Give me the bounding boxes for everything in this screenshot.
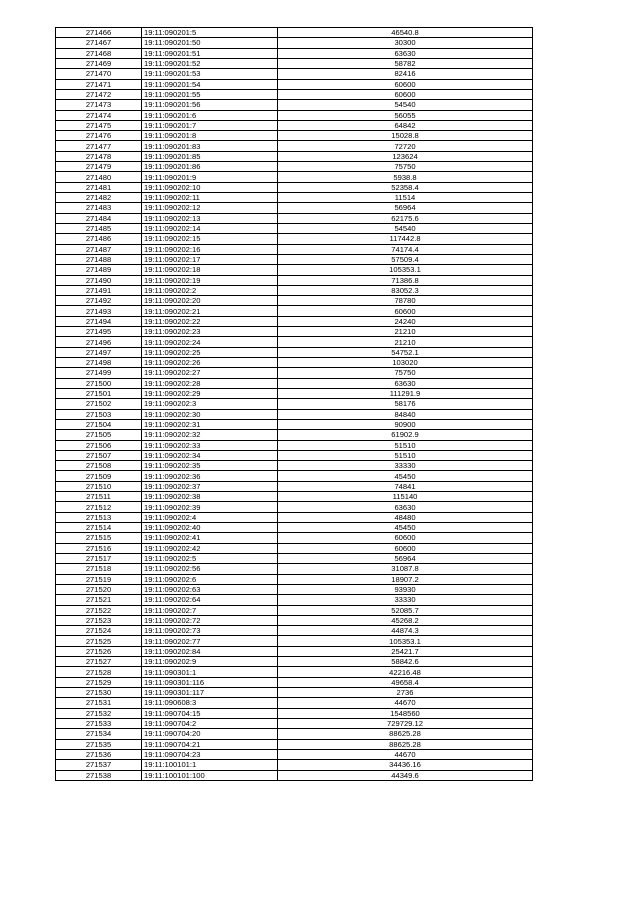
row-id-cell: 271517 [56,553,142,563]
cadastral-number-cell: 19:11:090301:116 [142,677,278,687]
table-row [56,234,533,244]
value-cell: 54752.1 [278,347,533,357]
cadastral-number-cell: 19:11:090201:50 [142,38,278,48]
table-row [56,48,533,58]
table-row [56,492,533,502]
table-row [56,378,533,388]
value-cell: 51510 [278,440,533,450]
table-row [56,512,533,522]
row-id-cell: 271481 [56,182,142,192]
value-cell: 44670 [278,698,533,708]
table-row [56,739,533,749]
cadastral-number-cell: 19:11:090202:14 [142,223,278,233]
row-id-cell: 271528 [56,667,142,677]
value-cell: 31087.8 [278,564,533,574]
value-cell: 2736 [278,688,533,698]
table-row [56,595,533,605]
cadastral-number-cell: 19:11:090202:15 [142,234,278,244]
cadastral-number-cell: 19:11:090202:16 [142,244,278,254]
table-row [56,162,533,172]
cadastral-number-cell: 19:11:090201:52 [142,58,278,68]
value-cell: 88625.28 [278,739,533,749]
value-cell: 63630 [278,502,533,512]
table-row [56,296,533,306]
row-id-cell: 271524 [56,626,142,636]
row-id-cell: 271526 [56,646,142,656]
cadastral-number-cell: 19:11:090202:23 [142,327,278,337]
cadastral-number-cell: 19:11:090202:73 [142,626,278,636]
row-id-cell: 271503 [56,409,142,419]
row-id-cell: 271519 [56,574,142,584]
table-row [56,615,533,625]
value-cell: 51510 [278,450,533,460]
value-cell: 56055 [278,110,533,120]
table-row [56,275,533,285]
value-cell: 49658.4 [278,677,533,687]
table-row [56,182,533,192]
row-id-cell: 271496 [56,337,142,347]
value-cell: 90900 [278,419,533,429]
row-id-cell: 271498 [56,358,142,368]
table-row [56,419,533,429]
table-row [56,131,533,141]
cadastral-number-cell: 19:11:090202:24 [142,337,278,347]
cadastral-number-cell: 19:11:090202:7 [142,605,278,615]
value-cell: 42216.48 [278,667,533,677]
table-row [56,141,533,151]
row-id-cell: 271533 [56,718,142,728]
table-row [56,79,533,89]
row-id-cell: 271468 [56,48,142,58]
table-row [56,543,533,553]
table-row [56,151,533,161]
table-row [56,461,533,471]
value-cell: 48480 [278,512,533,522]
value-cell: 111291.9 [278,388,533,398]
cadastral-number-cell: 19:11:090202:17 [142,254,278,264]
row-id-cell: 271534 [56,729,142,739]
cadastral-number-cell: 19:11:090202:40 [142,523,278,533]
row-id-cell: 271474 [56,110,142,120]
row-id-cell: 271502 [56,399,142,409]
value-cell: 61902.9 [278,430,533,440]
table-row [56,58,533,68]
cadastral-number-cell: 19:11:090202:63 [142,584,278,594]
table-row [56,193,533,203]
cadastral-number-cell: 19:11:090201:6 [142,110,278,120]
row-id-cell: 271521 [56,595,142,605]
value-cell: 60600 [278,89,533,99]
value-cell: 105353.1 [278,636,533,646]
value-cell: 15028.8 [278,131,533,141]
table-row [56,69,533,79]
table-body [56,28,533,781]
row-id-cell: 271479 [56,162,142,172]
row-id-cell: 271470 [56,69,142,79]
table-row [56,347,533,357]
table-row [56,213,533,223]
cadastral-number-cell: 19:11:090201:53 [142,69,278,79]
table-row [56,358,533,368]
row-id-cell: 271512 [56,502,142,512]
value-cell: 88625.28 [278,729,533,739]
table-row [56,285,533,295]
cadastral-number-cell: 19:11:090202:56 [142,564,278,574]
table-row [56,471,533,481]
cadastral-number-cell: 19:11:090202:3 [142,399,278,409]
table-row [56,110,533,120]
value-cell: 45450 [278,523,533,533]
table-row [56,440,533,450]
cadastral-number-cell: 19:11:090202:25 [142,347,278,357]
table-row [56,265,533,275]
value-cell: 18907.2 [278,574,533,584]
cadastral-number-cell: 19:11:090202:4 [142,512,278,522]
row-id-cell: 271510 [56,481,142,491]
cadastral-number-cell: 19:11:090202:84 [142,646,278,656]
row-id-cell: 271492 [56,296,142,306]
cadastral-number-cell: 19:11:090202:2 [142,285,278,295]
value-cell: 45450 [278,471,533,481]
table-row [56,657,533,667]
value-cell: 63630 [278,48,533,58]
table-row [56,708,533,718]
row-id-cell: 271530 [56,688,142,698]
cadastral-number-cell: 19:11:090202:38 [142,492,278,502]
value-cell: 58782 [278,58,533,68]
table-row [56,564,533,574]
value-cell: 93930 [278,584,533,594]
row-id-cell: 271508 [56,461,142,471]
table-row [56,89,533,99]
table-row [56,605,533,615]
cadastral-number-cell: 19:11:090201:55 [142,89,278,99]
value-cell: 46540.8 [278,28,533,38]
value-cell: 82416 [278,69,533,79]
value-cell: 60600 [278,533,533,543]
table-row [56,636,533,646]
cadastral-number-cell: 19:11:090202:39 [142,502,278,512]
row-id-cell: 271490 [56,275,142,285]
value-cell: 72720 [278,141,533,151]
table-row [56,316,533,326]
value-cell: 60600 [278,79,533,89]
value-cell: 52358.4 [278,182,533,192]
cadastral-number-cell: 19:11:090202:36 [142,471,278,481]
table-row [56,368,533,378]
cadastral-number-cell: 19:11:090202:33 [142,440,278,450]
cadastral-number-cell: 19:11:090201:56 [142,100,278,110]
table-row [56,698,533,708]
cadastral-number-cell: 19:11:090202:13 [142,213,278,223]
table-row [56,760,533,770]
value-cell: 30300 [278,38,533,48]
value-cell: 103020 [278,358,533,368]
cadastral-number-cell: 19:11:090202:21 [142,306,278,316]
cadastral-number-cell: 19:11:090201:86 [142,162,278,172]
table-row [56,223,533,233]
row-id-cell: 271480 [56,172,142,182]
value-cell: 33330 [278,595,533,605]
value-cell: 71386.8 [278,275,533,285]
row-id-cell: 271472 [56,89,142,99]
cadastral-number-cell: 19:11:090201:8 [142,131,278,141]
value-cell: 21210 [278,327,533,337]
value-cell: 25421.7 [278,646,533,656]
table-row [56,749,533,759]
cadastral-number-cell: 19:11:090202:9 [142,657,278,667]
value-cell: 117442.8 [278,234,533,244]
value-cell: 62175.6 [278,213,533,223]
value-cell: 58176 [278,399,533,409]
table-row [56,533,533,543]
cadastral-number-cell: 19:11:090202:28 [142,378,278,388]
cadastral-number-cell: 19:11:100101:1 [142,760,278,770]
table-row [56,254,533,264]
table-row [56,770,533,780]
value-cell: 64842 [278,120,533,130]
cadastral-number-cell: 19:11:090202:34 [142,450,278,460]
value-cell: 44670 [278,749,533,759]
row-id-cell: 271482 [56,193,142,203]
row-id-cell: 271505 [56,430,142,440]
cadastral-number-cell: 19:11:090202:29 [142,388,278,398]
table-row [56,327,533,337]
cadastral-number-cell: 19:11:090202:19 [142,275,278,285]
value-cell: 115140 [278,492,533,502]
value-cell: 729729.12 [278,718,533,728]
value-cell: 84840 [278,409,533,419]
row-id-cell: 271475 [56,120,142,130]
table-row [56,100,533,110]
cadastral-number-cell: 19:11:090202:32 [142,430,278,440]
row-id-cell: 271491 [56,285,142,295]
row-id-cell: 271516 [56,543,142,553]
cadastral-number-cell: 19:11:090202:6 [142,574,278,584]
table-row [56,502,533,512]
data-table [55,27,533,781]
row-id-cell: 271527 [56,657,142,667]
row-id-cell: 271501 [56,388,142,398]
value-cell: 45268.2 [278,615,533,625]
row-id-cell: 271486 [56,234,142,244]
cadastral-number-cell: 19:11:090301:1 [142,667,278,677]
value-cell: 83052.3 [278,285,533,295]
table-row [56,523,533,533]
cadastral-number-cell: 19:11:090608:3 [142,698,278,708]
value-cell: 34436.16 [278,760,533,770]
row-id-cell: 271536 [56,749,142,759]
value-cell: 58842.6 [278,657,533,667]
table-row [56,120,533,130]
row-id-cell: 271538 [56,770,142,780]
row-id-cell: 271511 [56,492,142,502]
row-id-cell: 271499 [56,368,142,378]
table-row [56,409,533,419]
row-id-cell: 271523 [56,615,142,625]
cadastral-number-cell: 19:11:090202:64 [142,595,278,605]
table-row [56,28,533,38]
row-id-cell: 271485 [56,223,142,233]
value-cell: 52085.7 [278,605,533,615]
cadastral-number-cell: 19:11:090704:23 [142,749,278,759]
cadastral-number-cell: 19:11:090202:31 [142,419,278,429]
value-cell: 1548560 [278,708,533,718]
table-row [56,306,533,316]
table-row [56,430,533,440]
value-cell: 57509.4 [278,254,533,264]
row-id-cell: 271515 [56,533,142,543]
table-row [56,388,533,398]
row-id-cell: 271514 [56,523,142,533]
table-row [56,677,533,687]
row-id-cell: 271473 [56,100,142,110]
cadastral-number-cell: 19:11:090202:72 [142,615,278,625]
value-cell: 78780 [278,296,533,306]
row-id-cell: 271471 [56,79,142,89]
row-id-cell: 271507 [56,450,142,460]
cadastral-number-cell: 19:11:090202:42 [142,543,278,553]
row-id-cell: 271520 [56,584,142,594]
value-cell: 63630 [278,378,533,388]
value-cell: 5938.8 [278,172,533,182]
table-row [56,38,533,48]
cadastral-number-cell: 19:11:090202:22 [142,316,278,326]
row-id-cell: 271535 [56,739,142,749]
cadastral-number-cell: 19:11:090202:5 [142,553,278,563]
table-row [56,450,533,460]
cadastral-number-cell: 19:11:090704:2 [142,718,278,728]
cadastral-number-cell: 19:11:090202:10 [142,182,278,192]
cadastral-number-cell: 19:11:090704:15 [142,708,278,718]
table-row [56,718,533,728]
value-cell: 56964 [278,553,533,563]
cadastral-number-cell: 19:11:100101:100 [142,770,278,780]
table-row [56,646,533,656]
cadastral-number-cell: 19:11:090201:9 [142,172,278,182]
value-cell: 60600 [278,306,533,316]
table-row [56,729,533,739]
row-id-cell: 271484 [56,213,142,223]
cadastral-number-cell: 19:11:090202:37 [142,481,278,491]
value-cell: 74841 [278,481,533,491]
row-id-cell: 271469 [56,58,142,68]
value-cell: 33330 [278,461,533,471]
row-id-cell: 271500 [56,378,142,388]
table-row [56,574,533,584]
row-id-cell: 271522 [56,605,142,615]
row-id-cell: 271467 [56,38,142,48]
cadastral-number-cell: 19:11:090202:27 [142,368,278,378]
row-id-cell: 271493 [56,306,142,316]
table-row [56,399,533,409]
row-id-cell: 271532 [56,708,142,718]
cadastral-number-cell: 19:11:090704:20 [142,729,278,739]
row-id-cell: 271497 [56,347,142,357]
value-cell: 44874.3 [278,626,533,636]
cadastral-number-cell: 19:11:090201:51 [142,48,278,58]
row-id-cell: 271537 [56,760,142,770]
table-row [56,584,533,594]
value-cell: 24240 [278,316,533,326]
cadastral-number-cell: 19:11:090704:21 [142,739,278,749]
cadastral-number-cell: 19:11:090301:117 [142,688,278,698]
table-row [56,244,533,254]
table-row [56,172,533,182]
cadastral-number-cell: 19:11:090202:26 [142,358,278,368]
table-row [56,337,533,347]
row-id-cell: 271518 [56,564,142,574]
cadastral-number-cell: 19:11:090202:20 [142,296,278,306]
value-cell: 44349.6 [278,770,533,780]
cadastral-number-cell: 19:11:090202:18 [142,265,278,275]
cadastral-number-cell: 19:11:090202:11 [142,193,278,203]
row-id-cell: 271531 [56,698,142,708]
table-row [56,688,533,698]
row-id-cell: 271477 [56,141,142,151]
value-cell: 54540 [278,100,533,110]
row-id-cell: 271509 [56,471,142,481]
cadastral-number-cell: 19:11:090201:54 [142,79,278,89]
value-cell: 75750 [278,368,533,378]
cadastral-number-cell: 19:11:090202:30 [142,409,278,419]
row-id-cell: 271483 [56,203,142,213]
row-id-cell: 271476 [56,131,142,141]
cadastral-number-cell: 19:11:090202:41 [142,533,278,543]
value-cell: 60600 [278,543,533,553]
row-id-cell: 271513 [56,512,142,522]
value-cell: 56964 [278,203,533,213]
cadastral-number-cell: 19:11:090202:35 [142,461,278,471]
table-row [56,553,533,563]
value-cell: 54540 [278,223,533,233]
row-id-cell: 271478 [56,151,142,161]
cadastral-number-cell: 19:11:090202:12 [142,203,278,213]
table-row [56,626,533,636]
value-cell: 75750 [278,162,533,172]
cadastral-number-cell: 19:11:090201:7 [142,120,278,130]
cadastral-number-cell: 19:11:090202:77 [142,636,278,646]
value-cell: 105353.1 [278,265,533,275]
row-id-cell: 271525 [56,636,142,646]
cadastral-number-cell: 19:11:090201:5 [142,28,278,38]
row-id-cell: 271494 [56,316,142,326]
row-id-cell: 271466 [56,28,142,38]
row-id-cell: 271504 [56,419,142,429]
table-row [56,203,533,213]
table-row [56,667,533,677]
row-id-cell: 271487 [56,244,142,254]
cadastral-number-cell: 19:11:090201:83 [142,141,278,151]
value-cell: 74174.4 [278,244,533,254]
row-id-cell: 271506 [56,440,142,450]
cadastral-number-cell: 19:11:090201:85 [142,151,278,161]
table-row [56,481,533,491]
row-id-cell: 271488 [56,254,142,264]
row-id-cell: 271489 [56,265,142,275]
value-cell: 123624 [278,151,533,161]
value-cell: 11514 [278,193,533,203]
row-id-cell: 271495 [56,327,142,337]
value-cell: 21210 [278,337,533,347]
row-id-cell: 271529 [56,677,142,687]
